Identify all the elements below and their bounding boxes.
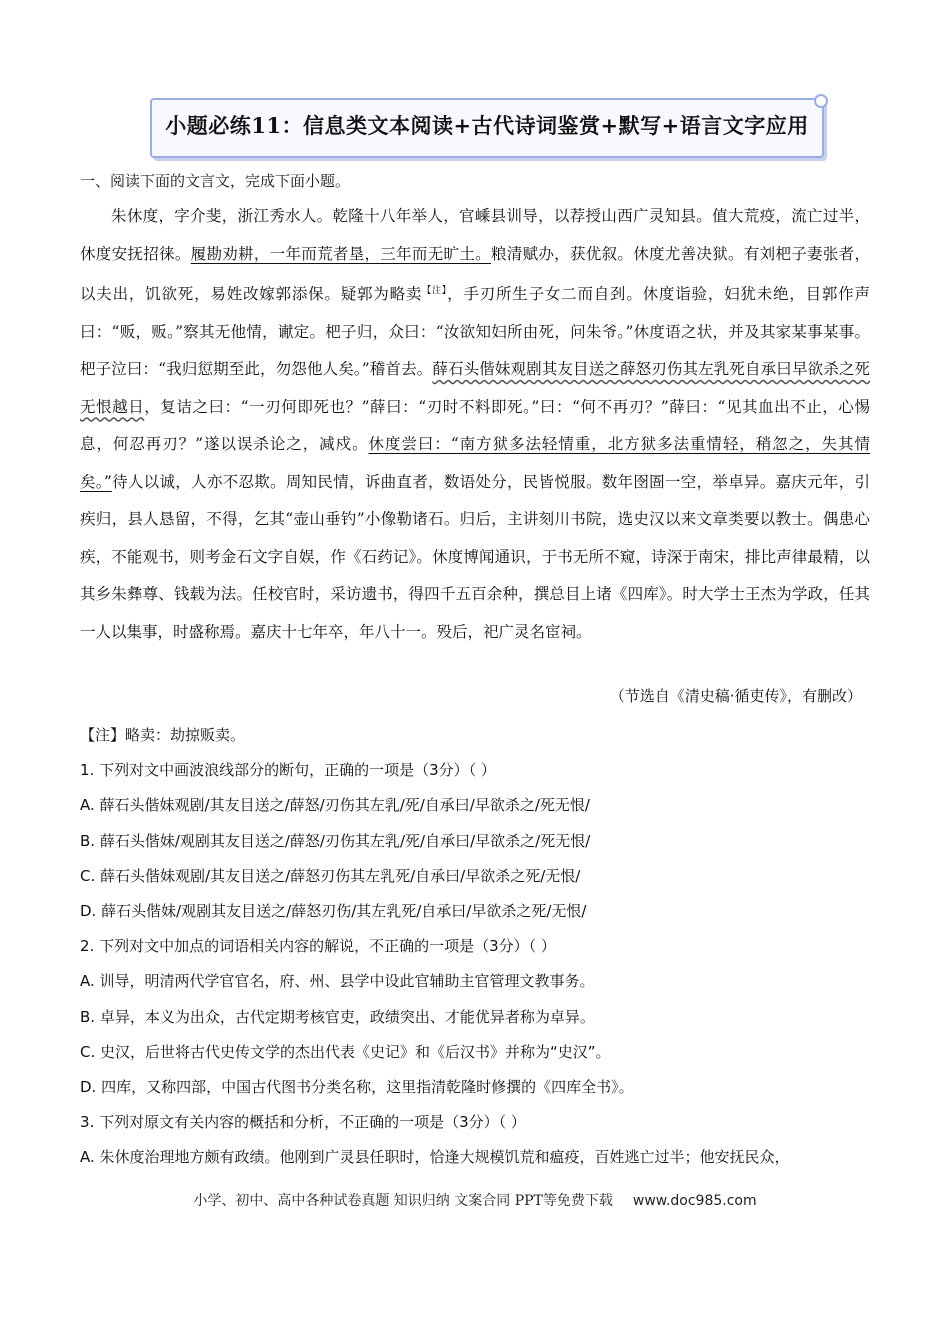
question-2-option-d: D. 四库，又称四部，中国古代图书分类名称，这里指清乾隆时修撰的《四库全书》。 <box>80 1077 634 1096</box>
passage-text: 朱休度，字介斐，浙江秀水人。乾隆十八年举人，官嵊县训导，以荐授山西广灵知县。值大荒疫，流亡过半，休度安抚招徕。 <box>80 207 870 263</box>
passage-text: ，手刃所生子女二而自刭。休度诣验，妇犹未绝，目郭作声曰：“贩，贩。”察其无他情，谳定。杷子归，众曰：“汝欲知妇所由死，问朱爷。”休度语之状，并及其家某事某事。杷子泣曰：“我归愆期至此，勿怨他人矣。”稽首去。 <box>80 285 870 379</box>
question-1-stem: 1. 下列对文中画波浪线部分的断句，正确的一项是（3分）（ ） <box>80 761 496 780</box>
footer-text: 小学、初中、高中各种试卷真题 知识归纳 文案合同 PPT等免费下载 <box>193 1193 613 1209</box>
page-footer <box>0 1190 950 1210</box>
question-2-option-c: C. 史汉，后世将古代史传文学的杰出代表《史记》和《后汉书》并称为“史汉”。 <box>80 1042 611 1061</box>
question-2-option-b: B. 卓异，本义为出众，古代定期考核官吏，政绩突出、才能优异者称为卓异。 <box>80 1007 595 1026</box>
source-citation: （节选自《清史稿·循吏传》，有删改） <box>609 687 862 705</box>
passage-text: 粮清赋办，获优叙。休度尤善决狱。有刘杷子妻张者，以夫出，饥欲死，易姓改嫁郭添保。疑郭为略卖 <box>80 244 870 304</box>
question-1-option-b: B. 薛石头偕妹/观剧其友目送之/薛怒/刃伤其左乳/死/自承曰/早欲杀之/死无恨/ <box>80 831 591 850</box>
passage-text: ，复诘之曰：“一刃何即死也？”薛曰：“刃时不料即死。”曰：“何不再刃？”薛曰：“见其血出不止，心惕息，何忍再刃？”遂以误杀论之，减戍。 <box>80 397 870 454</box>
section-heading: 一、阅读下面的文言文，完成下面小题。 <box>80 172 351 190</box>
classical-passage <box>80 198 870 651</box>
question-1-option-c: C. 薛石头偕妹观剧/其友目送之/薛怒刃伤其左乳死/自承曰/早欲杀之死/无恨/ <box>80 866 581 885</box>
question-2-option-a: A. 训导，明清两代学官官名，府、州、县学中设此官辅助主官管理文教事务。 <box>80 972 595 991</box>
question-2-stem: 2. 下列对文中加点的词语相关内容的解说，不正确的一项是（3分）（ ） <box>80 937 556 956</box>
wavy-underlined-passage: 薛石头偕妹观剧其友目送之薛怒刃伤其左乳死自承曰早欲杀之死无恨越日 <box>80 360 870 416</box>
title-banner <box>150 98 824 158</box>
footnote-mark: 【注】 <box>422 286 448 296</box>
annotation-note: 【注】略卖：劫掠贩卖。 <box>80 726 246 744</box>
passage-paragraph <box>80 198 870 651</box>
passage-text: 待人以诚，人亦不忍欺。周知民情，诉曲直者，数语处分，民皆悦服。数年囹圄一空，举卓异。嘉庆元年，引疾归，县人恳留，不得，乞其“壶山垂钓”小像勒诸石。归后，主讲刻川书院，选史汉以来文章类要以教士。偶患心疾，不能观书，则考金石文字自娱，作《石药记》。休度博闻通识，于书无所不窥，诗深于南宋，排比声律最精，以其乡朱彝尊、钱载为法。任校官时，采访遗书，得四千五百余种，撰总目上诸《四库》。时大学士王杰为学政，任其一人以集事，时盛称焉。嘉庆十七年卒，年八十一。殁后，祀广灵名宦祠。 <box>80 472 870 641</box>
footer-url[interactable]: www.doc985.com <box>632 1193 757 1209</box>
questions-block <box>80 718 880 1175</box>
underlined-sentence-1: 履勘劝耕，一年而荒者垦，三年而无旷土。 <box>190 244 491 263</box>
question-1-option-a: A. 薛石头偕妹观剧/其友目送之/薛怒/刃伤其左乳/死/自承曰/早欲杀之/死无恨/ <box>80 796 590 815</box>
underlined-sentence-2: 休度尝曰：“南方狱多法轻情重，北方狱多法重情轻，稍忽之，失其情矣。” <box>80 435 870 491</box>
question-1-option-d: D. 薛石头偕妹/观剧其友目送之/薛怒刃伤/其左乳死/自承曰/早欲杀之死/无恨/ <box>80 901 587 920</box>
question-3-stem: 3. 下列对原文有关内容的概括和分析，不正确的一项是（3分）（ ） <box>80 1113 526 1132</box>
page-title: 小题必练11：信息类文本阅读+古代诗词鉴赏+默写+语言文字应用 <box>165 113 809 138</box>
question-3-option-a: A. 朱休度治理地方颇有政绩。他刚到广灵县任职时，恰逢大规模饥荒和瘟疫，百姓逃亡过半；他安抚民众， <box>80 1148 790 1167</box>
scroll-ornament-icon <box>814 94 828 108</box>
